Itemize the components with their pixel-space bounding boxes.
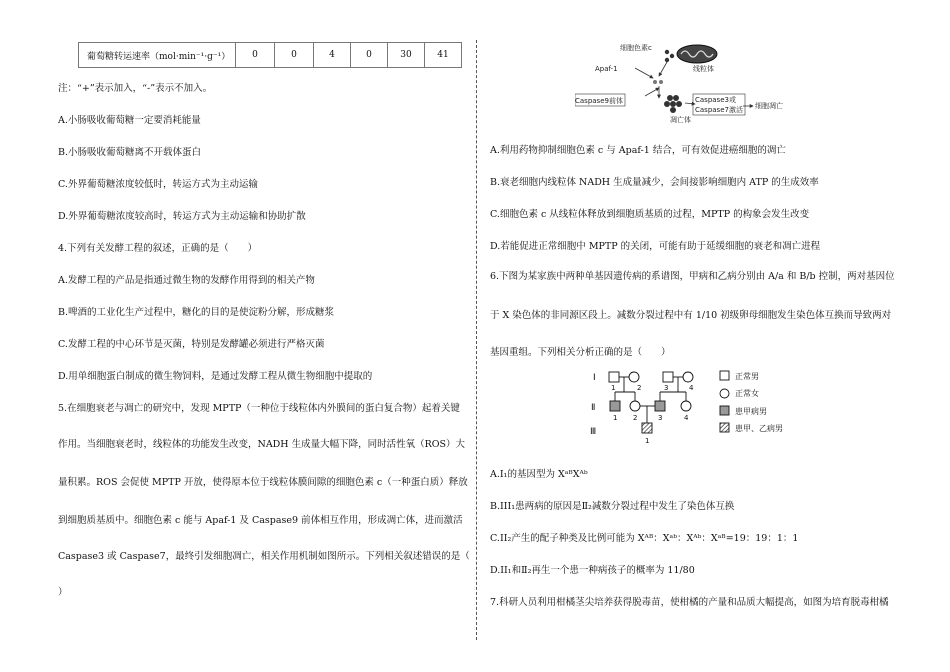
table-cell: 0 <box>351 43 388 68</box>
legend-disease-a-icon <box>720 406 729 415</box>
pedigree-num: 1 <box>645 437 650 445</box>
legend-normal-male-icon <box>720 371 729 380</box>
q4-option-c: C.发酵工程的中心环节是灭菌，特别是发酵罐必须进行严格灭菌 <box>58 339 325 350</box>
pedigree-chart <box>585 368 815 452</box>
table-cell: 4 <box>314 43 351 68</box>
pedigree-i2 <box>629 372 639 382</box>
apaf1-label: Apaf-1 <box>595 65 618 73</box>
pedigree-num: 1 <box>613 414 618 422</box>
generation-2-label: Ⅱ <box>591 403 596 413</box>
table-cell: 0 <box>275 43 314 68</box>
legend-disease-ab-icon <box>720 423 729 432</box>
q5-stem-line2: 作用。当细胞衰老时，线粒体的功能发生改变，NADH 生成量大幅下降，同时活性氧（ROS）大 <box>58 439 466 450</box>
mitochondria-label: 线粒体 <box>693 65 714 73</box>
q4-stem: 4.下列有关发酵工程的叙述，正确的是（ ） <box>58 243 258 254</box>
q6-stem-line2: 于 X 染色体的非同源区段上。减数分裂过程中有 1/10 初级卵母细胞发生染色体互换而导致两对 <box>490 310 892 321</box>
column-divider <box>476 40 477 640</box>
pedigree-ii2 <box>630 401 640 411</box>
pedigree-i3 <box>663 372 673 382</box>
q5-stem-line3: 量积累。ROS 会促使 MPTP 开放，使得原本位于线粒体膜间隙的细胞色素 c（一种蛋白质）释放 <box>58 477 468 488</box>
q5-stem-line5: Caspase3 或 Caspase7，最终引发细胞凋亡，相关作用机制如图所示。下列相关叙述错误的是（ <box>58 551 470 562</box>
q5-option-d: D.若能促进正常细胞中 MPTP 的关闭，可能有助于延缓细胞的衰老和凋亡进程 <box>490 241 821 252</box>
q4-option-d: D.用单细胞蛋白制成的微生物饲料，是通过发酵工程从微生物细胞中提取的 <box>58 371 373 382</box>
generation-3-label: Ⅲ <box>590 427 597 437</box>
mitochondrion-icon <box>677 45 717 63</box>
pedigree-ii3 <box>655 401 665 411</box>
q5-stem-line4: 到细胞质基质中。细胞色素 c 能与 Apaf-1 及 Caspase9 前体相互作用，形成凋亡体，进而激活 <box>58 515 463 526</box>
pedigree-i4 <box>683 372 693 382</box>
legend-disease-a: 患甲病男 <box>735 407 767 416</box>
table-cell: 30 <box>388 43 425 68</box>
q5-option-c: C.细胞色素 c 从线粒体释放到细胞质基质的过程，MPTP 的构象会发生改变 <box>490 209 810 220</box>
pedigree-num: 4 <box>684 414 689 422</box>
q6-option-d: D.II₁和Ⅱ₂再生一个患一种病孩子的概率为 11/80 <box>490 565 695 576</box>
caspase37-label-2: Caspase7激活 <box>695 106 743 114</box>
pedigree-num: 3 <box>658 414 663 422</box>
legend-disease-ab: 患甲、乙病男 <box>735 424 783 433</box>
apoptosome-label: 凋亡体 <box>670 116 691 124</box>
pedigree-num: 1 <box>611 384 616 392</box>
pedigree-i1 <box>609 372 619 382</box>
pedigree-ii1 <box>610 401 620 411</box>
q4-option-a: A.发酵工程的产品是指通过微生物的发酵作用得到的相关产物 <box>58 275 315 286</box>
q4-option-b: B.啤酒的工业化生产过程中，糖化的目的是使淀粉分解，形成糖浆 <box>58 307 335 318</box>
q3-option-d: D.外界葡萄糖浓度较高时，转运方式为主动运输和协助扩散 <box>58 211 306 222</box>
q3-option-c: C.外界葡萄糖浓度较低时，转运方式为主动运输 <box>58 179 258 190</box>
q7-stem-line1: 7.科研人员利用柑橘茎尖培养获得脱毒苗，使柑橘的产量和品质大幅提高，如图为培育脱毒柑橘 <box>490 597 889 608</box>
q5-stem-line6: ） <box>58 587 68 598</box>
q3-option-a: A.小肠吸收葡萄糖一定要消耗能量 <box>58 115 201 126</box>
legend-normal-male: 正常男 <box>735 372 759 381</box>
generation-1-label: Ⅰ <box>593 373 596 383</box>
legend-normal-female: 正常女 <box>735 389 759 398</box>
table-cell: 0 <box>236 43 275 68</box>
caspase37-label-1: Caspase3或 <box>695 96 736 104</box>
q6-option-c: C.II₂产生的配子种类及比例可能为 Xᴬᴮ：Xᵃᵇ：Xᴬᵇ：Xᵃᴮ=19：19：1：1 <box>490 533 799 544</box>
pedigree-num: 2 <box>633 414 638 422</box>
q6-stem-line1: 6.下图为某家族中两种单基因遗传病的系谱图，甲病和乙病分别由 A/a 和 B/b 控制，两对基因位 <box>490 271 895 282</box>
glucose-rate-table <box>78 42 462 68</box>
table-row-label: 葡萄糖转运速率（mol·min⁻¹·g⁻¹） <box>79 43 236 68</box>
q6-stem-line3: 基因重组。下列相关分析正确的是（ ） <box>490 347 671 358</box>
legend-normal-female-icon <box>720 389 729 398</box>
pedigree-num: 4 <box>689 384 694 392</box>
q5-option-b: B.衰老细胞内线粒体 NADH 生成量减少，会间接影响细胞内 ATP 的生成效率 <box>490 177 819 188</box>
caspase9-label: Caspase9前体 <box>575 97 623 105</box>
apoptosome-icon <box>664 95 682 113</box>
q5-stem-line1: 5.在细胞衰老与凋亡的研究中，发现 MPTP（一种位于线粒体内外膜间的蛋白复合物）起着关键 <box>58 403 460 414</box>
apoptosis-diagram <box>575 38 795 133</box>
pedigree-num: 3 <box>664 384 669 392</box>
q5-option-a: A.利用药物抑制细胞色素 c 与 Apaf-1 结合，可有效促进癌细胞的凋亡 <box>490 145 786 156</box>
pedigree-ii4 <box>681 401 691 411</box>
table-row <box>79 43 462 68</box>
cytochrome-c-dots <box>665 50 674 62</box>
apaf1-dots-icon <box>653 80 663 84</box>
table-cell: 41 <box>425 43 462 68</box>
table-note: 注：“+”表示加入，“-”表示不加入。 <box>58 83 213 94</box>
q6-option-a: A.I₁的基因型为 XᵃᴮXᴬᵇ <box>490 469 588 480</box>
pedigree-iii1 <box>642 423 652 433</box>
q3-option-b: B.小肠吸收葡萄糖离不开载体蛋白 <box>58 147 202 158</box>
apoptosis-label: 细胞凋亡 <box>755 102 783 110</box>
q6-option-b: B.III₁患两病的原因是Ⅱ₂减数分裂过程中发生了染色体互换 <box>490 501 735 512</box>
cytochrome-c-label: 细胞色素c <box>620 44 652 52</box>
pedigree-num: 2 <box>637 384 642 392</box>
